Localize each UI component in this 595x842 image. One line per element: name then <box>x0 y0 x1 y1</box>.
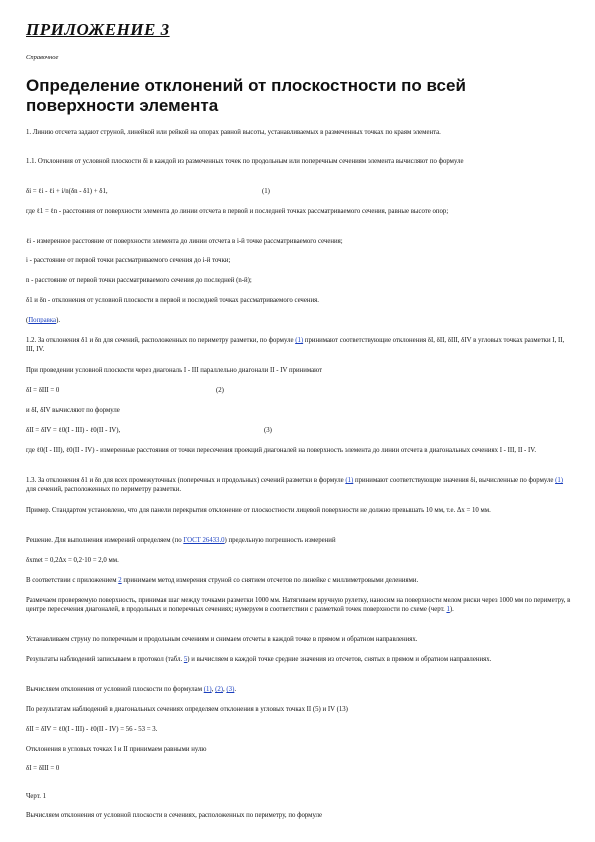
formula-1-link[interactable]: (1) <box>295 337 304 344</box>
drawing-caption: Черт. 1 <box>26 793 46 800</box>
paragraph-13-text-b: принимают соответствующие значения δi, вычисленные по формуле <box>353 477 556 484</box>
paragraph-7: δ1 и δn - отклонения от условной плоскости в первой и последней точках рассматриваемого сечения. <box>26 297 319 304</box>
paragraph-5: i - расстояние от первой точки рассматриваемого сечения до i-й точки; <box>26 257 231 264</box>
paragraph-16 <box>26 576 574 585</box>
paragraph-20-sep-2: , <box>223 686 227 693</box>
paragraph-17-text-b: ). <box>449 606 454 613</box>
paragraph-22: Отклонения в угловых точках I и II принимаем равными нулю <box>26 746 207 753</box>
formula-3-number: (3) <box>264 427 272 434</box>
paragraph-18: Устанавливаем струну по поперечным и продольным сечениям и снимаем отсчеты в каждой точке в прямом и обратном направлениях. <box>26 636 418 643</box>
paragraph-15-text-b: ) предельную погрешность измерений <box>224 537 336 544</box>
formula-1-number: (1) <box>262 188 270 195</box>
formula-1-link-3[interactable]: (1) <box>555 477 564 484</box>
paragraph-13-text-a: 1.3. За отклонения δ1 и δn для всех промежуточных (поперечных и продольных) сечений разметки в формуле <box>26 477 346 484</box>
formula-6: δI = δIII = 0 <box>26 765 60 772</box>
paragraph-20-sep-1: , <box>211 686 216 693</box>
formula-1-row <box>26 187 574 196</box>
formula-2-row <box>26 386 574 395</box>
paragraph-19 <box>26 655 574 664</box>
drawing-1-link[interactable]: 1 <box>446 606 450 613</box>
formula-2-number: (2) <box>216 387 224 394</box>
appendix-2-link[interactable]: 2 <box>118 577 122 584</box>
formula-2: δI = δIII = 0 <box>26 387 60 394</box>
paragraph-2: 1.1. Отклонения от условной плоскости δi в каждой из размеченных точек по продольным или поперечным сечениям элемента вычисляют по формуле <box>26 158 464 165</box>
paragraph-20 <box>26 685 574 694</box>
formula-3: δII = δIV = ℓ0(I - III) - ℓ0(II - IV), <box>26 427 121 434</box>
paragraph-15-text-a: Решение. Для выполнения измерений определяем (по <box>26 537 184 544</box>
paragraph-1: 1. Линию отсчета задают струной, линейкой или рейкой на опорах равной высоты, устанавливаемых в размеченных точках по краям элемента. <box>26 129 441 136</box>
paragraph-6: n - расстояние от первой точки рассматриваемого сечения до последней (n-й); <box>26 277 252 284</box>
paragraph-9 <box>26 336 574 354</box>
amendment-link[interactable]: Поправка <box>28 317 57 324</box>
paragraph-20-text-b: . <box>234 686 237 693</box>
paragraph-20-text-a: Вычисляем отклонения от условной плоскости по формулам <box>26 686 204 693</box>
appendix-title: ПРИЛОЖЕНИЕ 3 <box>26 20 170 39</box>
gost-link[interactable]: ГОСТ 26433.0 <box>183 537 225 544</box>
amendment-row: (Поправка). <box>26 317 61 324</box>
paragraph-24: Вычисляем отклонения от условной плоскости в сечениях, расположенных по периметру, по формуле <box>26 812 322 819</box>
formula-3-link[interactable]: (3) <box>226 686 235 693</box>
paragraph-10: При проведении условной плоскости через диагональ I - III параллельно диагонали II - IV принимают <box>26 367 323 374</box>
paragraph-15 <box>26 536 574 545</box>
formula-3-row <box>26 426 574 435</box>
paragraph-21: По результатам наблюдений в диагональных сечениях определяем отклонения в угловых точках II (5) и IV (13) <box>26 706 348 713</box>
formula-1-link-4[interactable]: (1) <box>203 686 212 693</box>
paragraph-19-text-b: ) и вычисляем в каждой точке средние значения из отсчетов, снятых в прямом и обратном направлениях. <box>187 656 492 663</box>
paragraph-17 <box>26 596 574 614</box>
table-5-link[interactable]: 5 <box>183 656 188 663</box>
paragraph-9-text-b: принимают соответствующие отклонения δI, δII, δIII, δIV в угловых точках разметки I, II, III, IV. <box>26 337 565 353</box>
paragraph-4: ℓi - измеренное расстояние от поверхности элемента до линии отсчета в i-й точке рассматриваемого сечения; <box>26 238 343 245</box>
paragraph-9-text-a: 1.2. За отклонения δ1 и δn для сечений, расположенных по периметру разметки, по формуле <box>26 337 296 344</box>
formula-5: δII = δIV = ℓ0(I - III) - ℓ0(II - IV) = 56 - 53 = 3. <box>26 726 158 733</box>
paragraph-14: Пример. Стандартом установлено, что для панели перекрытия отклонение от плоскостности лицевой поверхности не должно превышать 10 мм, т.е. Δx = 10 мм. <box>26 507 491 514</box>
paragraph-16-text-a: В соответствии с приложением <box>26 577 119 584</box>
amendment-tail: . <box>58 317 61 324</box>
paragraph-13 <box>26 476 574 494</box>
formula-1: δi = ℓi - ℓi + i/n(δn - δ1) + δ1, <box>26 188 108 195</box>
paragraph-16-text-b: принимаем метод измерения струной со снятием отсчетов по линейке с миллиметровыми делениями. <box>121 577 419 584</box>
paragraph-11: и δI, δIV вычисляют по формуле <box>26 407 120 414</box>
section-heading: Определение отклонений от плоскостности по всей поверхности элемента <box>26 76 466 115</box>
paragraph-17-text-a: Размечаем проверяемую поверхность, принимая шаг между точками разметки 1000 мм. Натягиваем вручную рулетку, наносим на поверхности мелом риски через 1000 мм по периметру, в центре пересечения диагоналей, в продольных и поперечных сечениях; нумеруем в соответствии с разметкой точек поверхности по схеме (черт. <box>26 597 571 613</box>
formula-2-link[interactable]: (2) <box>215 686 223 693</box>
paragraph-19-text-a: Результаты наблюдений записываем в протокол (табл. <box>26 656 184 663</box>
paragraph-12: где ℓ0(I - III), ℓ0(II - IV) - измеренные расстояния от точки пересечения проекций диагоналей на поверхность элемента до линии отсчета в диагональных сечениях I - III, II - IV. <box>26 447 537 454</box>
formula-1-link-2[interactable]: (1) <box>345 477 354 484</box>
formula-4: δxmet = 0,2Δx = 0,2·10 = 2,0 мм. <box>26 557 119 564</box>
paragraph-3: где ℓ1 = ℓn - расстояния от поверхности элемента до линии отсчета в первой и последней точках рассматриваемого сечения, равные высоте опор; <box>26 208 449 215</box>
paragraph-13-text-c: для сечений, расположенных по периметру разметки. <box>26 486 182 493</box>
appendix-subtitle: Справочное <box>26 54 59 61</box>
